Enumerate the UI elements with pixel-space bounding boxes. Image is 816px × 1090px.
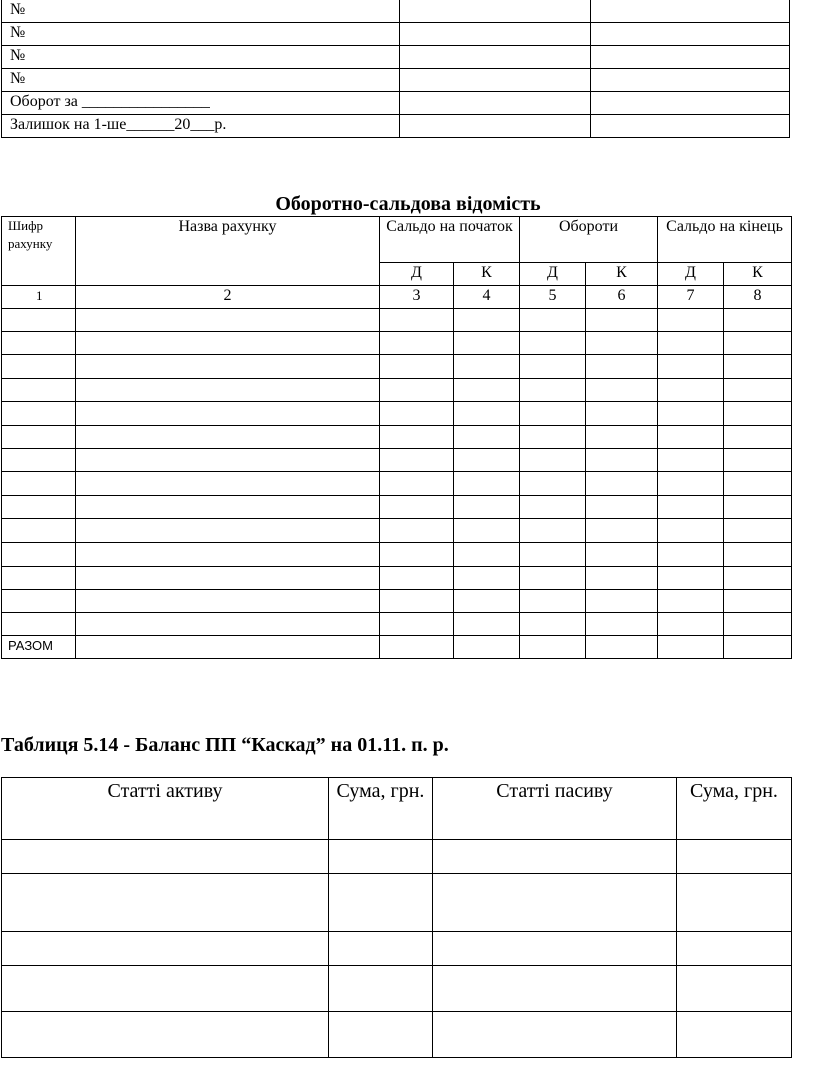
table-cell	[724, 426, 792, 449]
table-cell	[329, 966, 433, 1012]
table-cell	[520, 590, 586, 613]
table-cell	[433, 874, 677, 932]
column-numbers-row	[2, 286, 792, 309]
table-cell	[2, 355, 76, 379]
table-row	[2, 379, 792, 402]
ledger-cell	[400, 0, 591, 23]
table-cell	[76, 379, 380, 402]
header-asset-items: Статті активу	[2, 778, 329, 840]
table-cell	[586, 426, 658, 449]
table-cell	[380, 379, 454, 402]
table-cell	[658, 567, 724, 590]
table-row	[2, 840, 792, 874]
table-cell	[76, 449, 380, 472]
ledger-cell	[400, 69, 591, 92]
table-cell	[454, 636, 520, 659]
table-cell	[658, 613, 724, 636]
table-cell	[724, 496, 792, 519]
table-cell	[724, 636, 792, 659]
balance-table	[1, 777, 792, 1058]
table-cell	[677, 874, 792, 932]
ledger-cell	[591, 69, 790, 92]
table-cell	[454, 613, 520, 636]
table-cell	[520, 543, 586, 567]
header-account-name: Назва рахунку	[76, 217, 380, 286]
header-credit: К	[454, 263, 520, 286]
table-cell	[380, 590, 454, 613]
table-cell	[586, 472, 658, 496]
balance-caption: Таблиця 5.14 - Баланс ПП “Каскад” на 01.11. п. р.	[1, 734, 449, 756]
table-cell	[76, 309, 380, 332]
table-cell	[76, 590, 380, 613]
turnover-sheet-table	[1, 216, 792, 659]
header-liability-items: Статті пасиву	[433, 778, 677, 840]
table-row	[2, 355, 792, 379]
ledger-row	[2, 23, 790, 46]
table-cell	[658, 472, 724, 496]
ledger-label: №	[2, 0, 400, 23]
table-cell	[380, 613, 454, 636]
column-number: 4	[454, 286, 520, 309]
table-cell	[2, 932, 329, 966]
table-cell	[76, 426, 380, 449]
table-cell	[76, 543, 380, 567]
table-cell	[724, 309, 792, 332]
table-row	[2, 932, 792, 966]
ledger-row	[2, 0, 790, 23]
table-cell	[520, 402, 586, 426]
table-cell	[520, 449, 586, 472]
table-cell	[586, 636, 658, 659]
table-cell	[2, 496, 76, 519]
table-row	[2, 496, 792, 519]
table-cell	[724, 567, 792, 590]
table-cell	[658, 332, 724, 355]
table-cell	[380, 519, 454, 543]
column-number: 7	[658, 286, 724, 309]
ledger-cell	[591, 23, 790, 46]
header-credit: К	[724, 263, 792, 286]
header-turnover: Обороти	[520, 217, 658, 263]
table-cell	[2, 519, 76, 543]
table-row	[2, 874, 792, 932]
table-cell	[329, 840, 433, 874]
table-cell	[2, 543, 76, 567]
table-cell	[2, 840, 329, 874]
table-cell	[454, 449, 520, 472]
table-cell	[677, 1012, 792, 1058]
ledger-label: Оборот за ________________	[2, 92, 400, 115]
table-cell	[724, 402, 792, 426]
table-cell	[520, 472, 586, 496]
table-cell	[454, 567, 520, 590]
table-cell	[76, 402, 380, 426]
table-cell	[520, 379, 586, 402]
table-cell	[724, 379, 792, 402]
table-cell	[2, 402, 76, 426]
table-cell	[586, 379, 658, 402]
table-row	[2, 332, 792, 355]
table-cell	[658, 636, 724, 659]
table-cell	[380, 543, 454, 567]
table-cell	[658, 309, 724, 332]
table-cell	[380, 355, 454, 379]
table-cell	[586, 496, 658, 519]
header-asset-sum: Сума, грн.	[329, 778, 433, 840]
header-credit: К	[586, 263, 658, 286]
table-cell	[454, 426, 520, 449]
table-cell	[658, 543, 724, 567]
table-cell	[586, 402, 658, 426]
table-cell	[520, 309, 586, 332]
header-debit: Д	[380, 263, 454, 286]
table-cell	[724, 543, 792, 567]
table-cell	[658, 496, 724, 519]
table-cell	[2, 874, 329, 932]
table-cell	[586, 590, 658, 613]
table-cell	[724, 355, 792, 379]
table-cell	[454, 590, 520, 613]
table-cell	[329, 1012, 433, 1058]
table-cell	[433, 932, 677, 966]
table-row	[2, 519, 792, 543]
table-cell	[724, 519, 792, 543]
table-cell	[586, 449, 658, 472]
ledger-label: №	[2, 69, 400, 92]
table-cell	[658, 590, 724, 613]
table-cell	[677, 932, 792, 966]
table-row	[2, 590, 792, 613]
table-cell	[586, 543, 658, 567]
table-row	[2, 309, 792, 332]
total-row	[2, 636, 792, 659]
turnover-sheet-body	[2, 217, 792, 659]
table-cell	[454, 543, 520, 567]
table-row	[2, 1012, 792, 1058]
table-cell	[454, 309, 520, 332]
ledger-cell	[400, 46, 591, 69]
table-cell	[586, 355, 658, 379]
table-cell	[454, 379, 520, 402]
table-cell	[2, 613, 76, 636]
table-cell	[658, 519, 724, 543]
table-row	[2, 402, 792, 426]
table-cell	[76, 613, 380, 636]
header-debit: Д	[658, 263, 724, 286]
table-cell	[724, 613, 792, 636]
table-cell	[2, 472, 76, 496]
table-cell	[520, 332, 586, 355]
ledger-cell	[591, 46, 790, 69]
table-cell	[520, 426, 586, 449]
header-opening-balance: Сальдо на початок	[380, 217, 520, 263]
table-cell	[520, 636, 586, 659]
table-cell	[380, 309, 454, 332]
table-row	[2, 472, 792, 496]
column-number: 2	[76, 286, 380, 309]
column-number: 1	[2, 286, 76, 309]
balance-body	[2, 778, 792, 1058]
table-cell	[658, 426, 724, 449]
table-cell	[380, 567, 454, 590]
table-cell	[380, 426, 454, 449]
table-cell	[520, 613, 586, 636]
table-cell	[724, 449, 792, 472]
ledger-label: №	[2, 23, 400, 46]
table-cell	[2, 590, 76, 613]
table-cell	[380, 496, 454, 519]
table-row	[2, 567, 792, 590]
table-cell	[724, 332, 792, 355]
table-cell	[520, 567, 586, 590]
table-cell	[658, 449, 724, 472]
table-cell	[433, 840, 677, 874]
table-row	[2, 613, 792, 636]
table-cell	[520, 355, 586, 379]
table-cell	[329, 874, 433, 932]
table-cell	[586, 309, 658, 332]
ledger-cell	[591, 92, 790, 115]
table-cell	[380, 402, 454, 426]
table-cell	[454, 472, 520, 496]
table-cell	[2, 309, 76, 332]
ledger-row	[2, 69, 790, 92]
table-cell	[454, 496, 520, 519]
table-cell	[76, 332, 380, 355]
table-cell	[2, 379, 76, 402]
table-cell	[454, 355, 520, 379]
table-cell	[329, 932, 433, 966]
ledger-row	[2, 115, 790, 138]
table-cell	[677, 966, 792, 1012]
column-number: 5	[520, 286, 586, 309]
header-debit: Д	[520, 263, 586, 286]
table-cell	[586, 519, 658, 543]
table-cell	[454, 332, 520, 355]
ledger-row	[2, 46, 790, 69]
table-cell	[658, 355, 724, 379]
ledger-table	[1, 0, 790, 138]
table-cell	[454, 519, 520, 543]
table-row	[2, 543, 792, 567]
table-cell	[433, 966, 677, 1012]
ledger-cell	[400, 115, 591, 138]
table-cell	[586, 613, 658, 636]
table-row	[2, 426, 792, 449]
total-label: РАЗОМ	[2, 636, 76, 659]
ledger-cell	[591, 0, 790, 23]
column-number: 6	[586, 286, 658, 309]
table-cell	[380, 449, 454, 472]
table-cell	[76, 355, 380, 379]
table-cell	[76, 472, 380, 496]
turnover-sheet-title: Оборотно-сальдова відомість	[275, 193, 541, 215]
table-cell	[586, 567, 658, 590]
table-cell	[380, 332, 454, 355]
table-cell	[520, 496, 586, 519]
table-cell	[76, 636, 380, 659]
table-cell	[586, 332, 658, 355]
table-row	[2, 966, 792, 1012]
table-cell	[2, 449, 76, 472]
ledger-cell	[400, 23, 591, 46]
header-account-code: Шифр рахунку	[2, 217, 76, 286]
table-cell	[658, 379, 724, 402]
ledger-label: Залишок на 1-ше______20___р.	[2, 115, 400, 138]
table-cell	[724, 472, 792, 496]
table-cell	[76, 567, 380, 590]
table-cell	[2, 1012, 329, 1058]
table-cell	[724, 590, 792, 613]
table-cell	[454, 402, 520, 426]
balance-header-row	[2, 778, 792, 840]
table-cell	[380, 472, 454, 496]
column-number: 3	[380, 286, 454, 309]
table-cell	[76, 519, 380, 543]
table-cell	[2, 332, 76, 355]
table-row	[2, 449, 792, 472]
table-cell	[76, 496, 380, 519]
table-cell	[658, 402, 724, 426]
column-number: 8	[724, 286, 792, 309]
table-cell	[2, 966, 329, 1012]
ledger-cell	[591, 115, 790, 138]
table-cell	[520, 519, 586, 543]
ledger-cell	[400, 92, 591, 115]
table-cell	[2, 567, 76, 590]
header-liability-sum: Сума, грн.	[677, 778, 792, 840]
table-cell	[380, 636, 454, 659]
ledger-label: №	[2, 46, 400, 69]
ledger-row	[2, 92, 790, 115]
table-cell	[2, 426, 76, 449]
table-cell	[433, 1012, 677, 1058]
table-cell	[677, 840, 792, 874]
header-closing-balance: Сальдо на кінець	[658, 217, 792, 263]
ledger-body	[2, 0, 790, 138]
